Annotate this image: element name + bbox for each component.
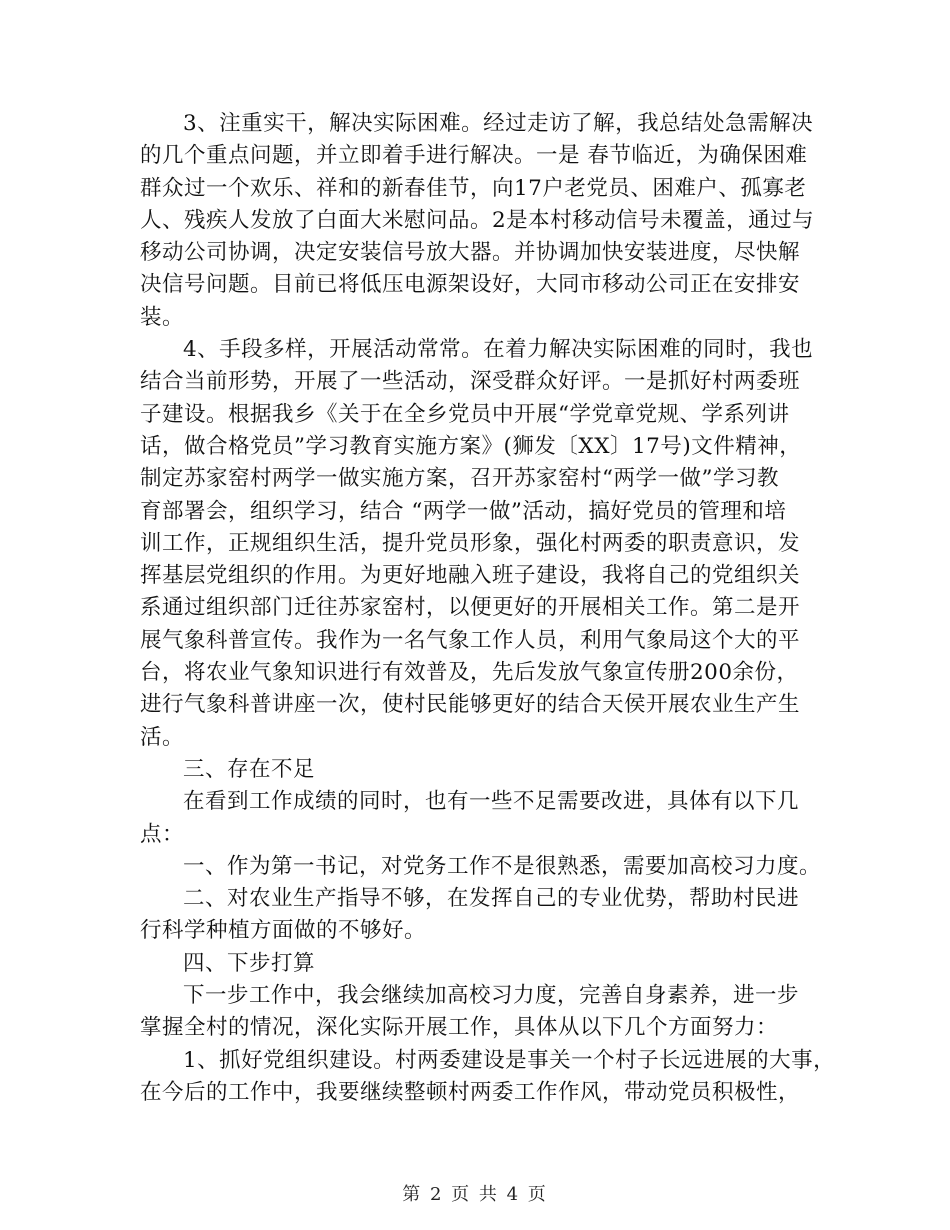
text-line: 群众过一个欢乐、祥和的新春佳节，向17户老党员、困难户、孤寡老 xyxy=(140,175,807,201)
text-line: 人、残疾人发放了白面大米慰问品。2是本村移动信号未覆盖，通过与 xyxy=(140,207,815,233)
text-line: 展气象科普宣传。我作为一名气象工作人员，利用气象局这个大的平 xyxy=(140,627,801,653)
text-line: 结合当前形势，开展了一些活动，深受群众好评。一是抓好村两委班 xyxy=(140,369,801,395)
text-line: 三、存在不足 xyxy=(183,756,316,782)
text-line: 在今后的工作中，我要继续整顿村两委工作作风，带动党员积极性， xyxy=(140,1079,801,1105)
document-body xyxy=(140,108,836,1109)
text-line: 行科学种植方面做的不够好。 xyxy=(140,918,427,944)
text-line: 活。 xyxy=(140,724,185,750)
page-footer: 第 2 页 共 4 页 xyxy=(402,1184,548,1205)
text-line: 装。 xyxy=(140,304,185,330)
text-line: 话，做合格党员”学习教育实施方案》(狮发〔XX〕17号)文件精神， xyxy=(140,433,802,459)
text-line: 台，将农业气象知识进行有效普及，先后发放气象宣传册200余份， xyxy=(140,660,799,686)
text-line: 子建设。根据我乡《关于在全乡党员中开展“学党章党规、学系列讲 xyxy=(140,401,790,427)
text-line: 一、作为第一书记，对党务工作不是很熟悉，需要加高校习力度。 xyxy=(183,853,822,879)
text-line: 系通过组织部门迁往苏家窑村，以便更好的开展相关工作。第二是开 xyxy=(140,595,801,621)
text-line: 在看到工作成绩的同时，也有一些不足需要改进，具体有以下几 xyxy=(183,789,800,815)
text-line: 二、对农业生产指导不够，在发挥自己的专业优势，帮助村民进 xyxy=(183,886,800,912)
text-line: 进行气象科普讲座一次，使村民能够更好的结合天侯开展农业生产生 xyxy=(140,692,801,718)
text-line: 的几个重点问题，并立即着手进行解决。一是 春节临近，为确保困难 xyxy=(140,143,808,169)
text-line: 1、抓好党组织建设。村两委建设是事关一个村子长远进展的大事， xyxy=(183,1047,836,1073)
text-line: 育部署会，组织学习，结合 “两学一做”活动，搞好党员的管理和培 xyxy=(140,498,787,524)
text-line: 决信号问题。目前已将低压电源架设好，大同市移动公司正在安排安 xyxy=(140,272,801,298)
text-line: 3、注重实干，解决实际困难。经过走访了解，我总结处急需解决 xyxy=(183,111,814,136)
text-line: 制定苏家窑村两学一做实施方案，召开苏家窑村“两学一做”学习教 xyxy=(140,466,779,492)
text-line: 4、手段多样，开展活动常常。在着力解决实际困难的同时，我也 xyxy=(183,337,814,363)
text-line: 掌握全村的情况，深化实际开展工作，具体从以下几个方面努力： xyxy=(140,1015,779,1041)
text-line: 点： xyxy=(140,821,185,847)
text-line: 移动公司协调，决定安装信号放大器。并协调加快安装进度，尽快解 xyxy=(140,240,801,266)
text-line: 挥基层党组织的作用。为更好地融入班子建设，我将自己的党组织关 xyxy=(140,563,801,589)
text-line: 下一步工作中，我会继续加高校习力度，完善自身素养，进一步 xyxy=(183,983,800,1009)
text-line: 训工作，正规组织生活，提升党员形象，强化村两委的职责意识，发 xyxy=(140,530,801,556)
text-line: 四、下步打算 xyxy=(183,950,316,976)
